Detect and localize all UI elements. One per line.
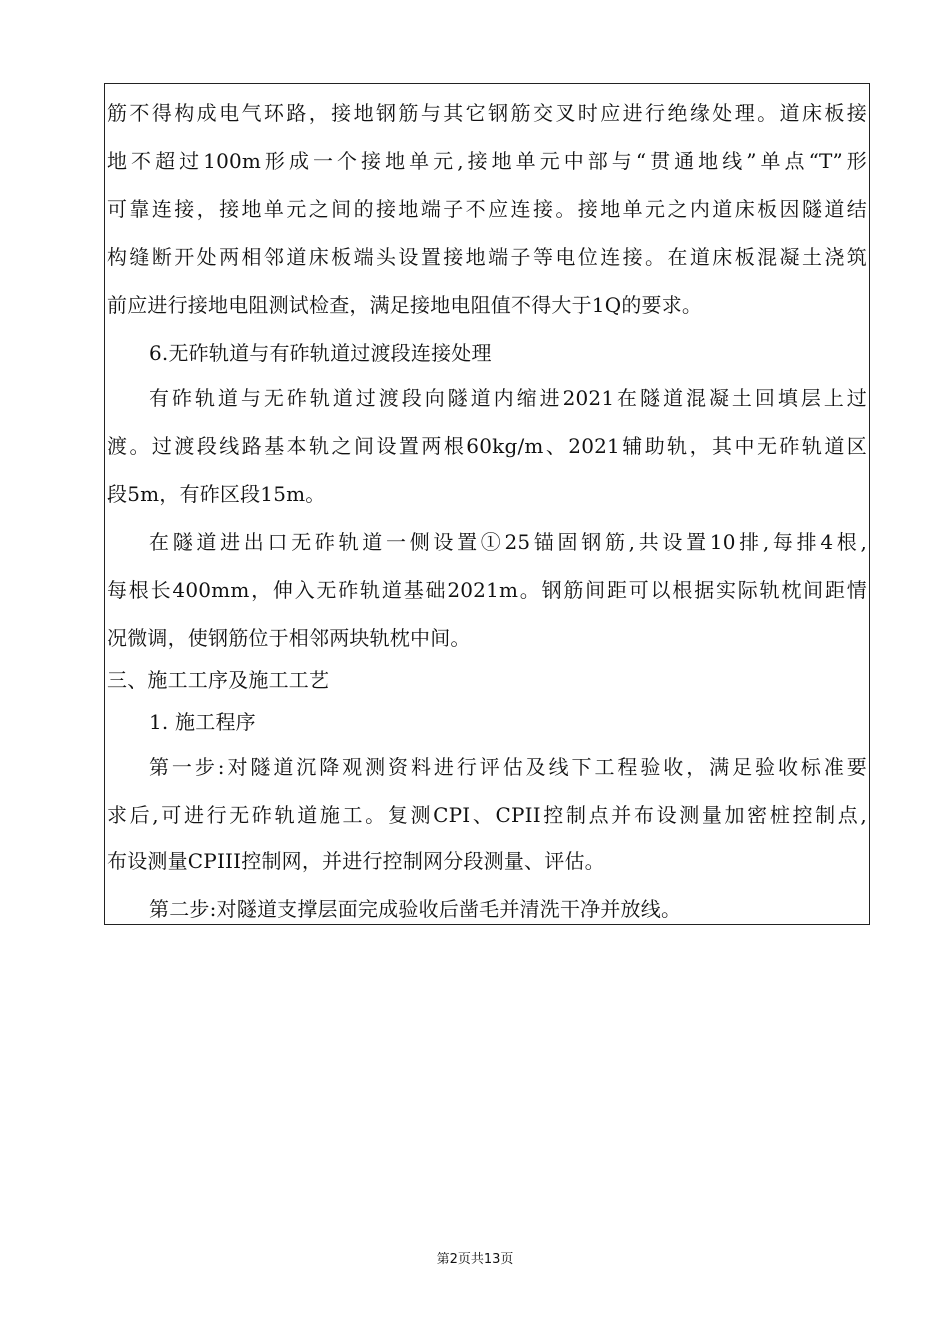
paragraph-line: 前应进行接地电阻测试检查，满足接地电阻值不得大于1Q的要求。	[107, 293, 703, 317]
paragraph-line: 况微调，使钢筋位于相邻两块轨枕中间。	[107, 626, 471, 650]
paragraph-line: 布设测量CPIII控制网，并进行控制网分段测量、评估。	[107, 849, 605, 873]
paragraph-line: 第一步:对隧道沉降观测资料进行评估及线下工程验收，满足验收标准要	[149, 755, 867, 779]
paragraph-line: 地不超过100m形成一个接地单元,接地单元中部与“贯通地线”单点“T”形	[107, 149, 867, 173]
paragraph-line: 构缝断开处两相邻道床板端头设置接地端子等电位连接。在道床板混凝土浇筑	[107, 245, 867, 269]
paragraph-line: 筋不得构成电气环路，接地钢筋与其它钢筋交叉时应进行绝缘处理。道床板接	[107, 101, 867, 125]
page-number: 第2页共13页	[436, 1252, 514, 1267]
subsection-heading: 1. 施工程序	[149, 710, 256, 734]
paragraph-line: 渡。过渡段线路基本轨之间设置两根60kg/m、2021辅助轨，其中无砟轨道区	[107, 434, 867, 458]
paragraph-line: 每根长400mm，伸入无砟轨道基础2021m。钢筋间距可以根据实际轨枕间距情	[107, 578, 867, 602]
paragraph-line: 有砟轨道与无砟轨道过渡段向隧道内缩进2021在隧道混凝土回填层上过	[149, 386, 867, 410]
section-heading: 6.无砟轨道与有砟轨道过渡段连接处理	[149, 341, 492, 365]
section-heading: 三、施工工序及施工工艺	[107, 668, 330, 692]
paragraph-line: 在隧道进出口无砟轨道一侧设置①25锚固钢筋,共设置10排,每排4根,	[149, 530, 867, 554]
paragraph-line: 求后,可进行无砟轨道施工。复测CPI、CPII控制点并布设测量加密桩控制点,	[107, 803, 867, 827]
paragraph-line: 可靠连接，接地单元之间的接地端子不应连接。接地单元之内道床板因隧道结	[107, 197, 867, 221]
paragraph-line: 段5m，有砟区段15m。	[107, 482, 326, 506]
paragraph-line: 第二步:对隧道支撑层面完成验收后凿毛并清洗干净并放线。	[149, 897, 682, 921]
